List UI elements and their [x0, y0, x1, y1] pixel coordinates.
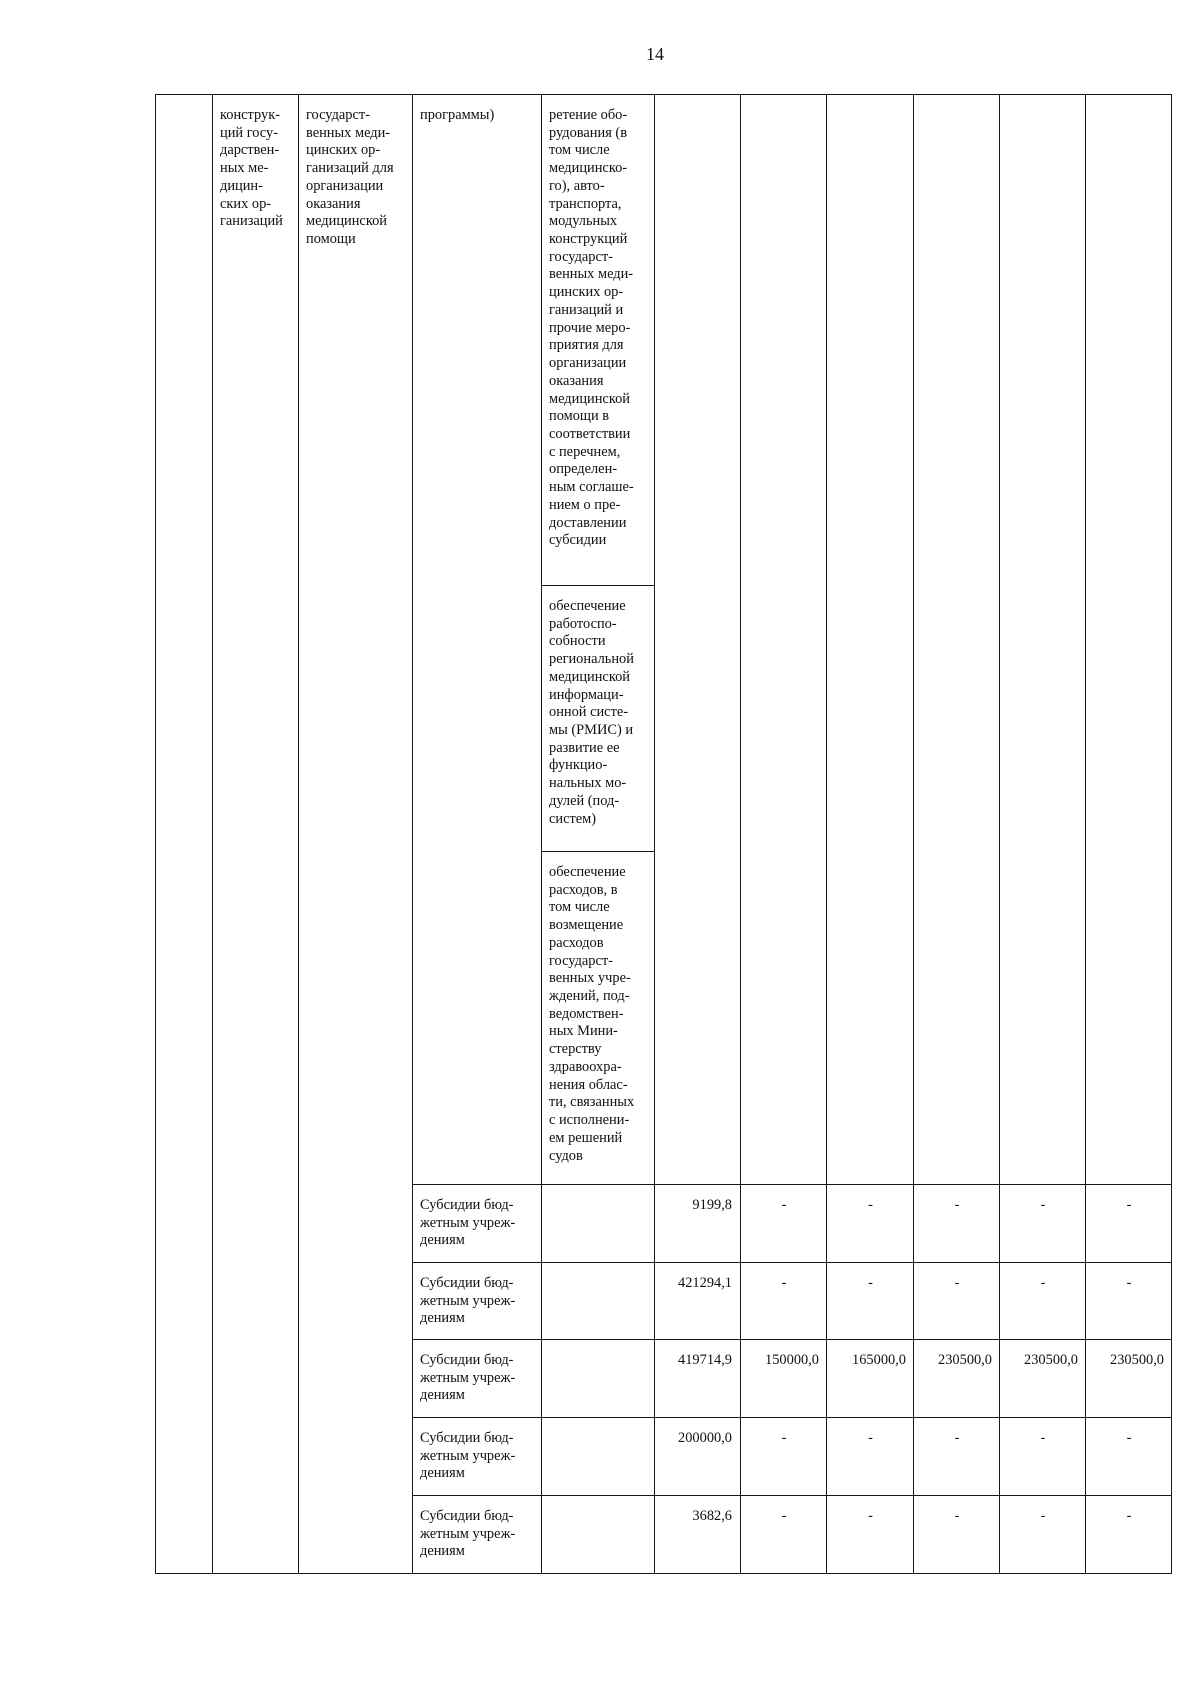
year-value: - — [914, 1185, 1000, 1263]
total-value: 3682,6 — [655, 1496, 741, 1574]
subsidy-label: Субсидии бюд- жетным учреж- дениям — [413, 1263, 542, 1340]
empty-value-cell — [741, 95, 827, 1185]
year-value: - — [914, 1263, 1000, 1340]
year-value: - — [914, 1496, 1000, 1574]
purpose-cell-equipment: ретение обо- рудования (в том числе медицинско- го), авто- транспорта, модульных конструкций государст- венных меди- цинских ор- ганизаций и прочие меро- приятия для организации оказания медицинской помощи в соответствии с перечнем, определен- ным соглаше- нием о пре- доставлении субсидии — [542, 95, 655, 586]
year-value: - — [1000, 1418, 1086, 1496]
total-value: 421294,1 — [655, 1263, 741, 1340]
year-value: - — [827, 1263, 914, 1340]
empty-cell — [542, 1340, 655, 1418]
total-value: 200000,0 — [655, 1418, 741, 1496]
year-value: 165000,0 — [827, 1340, 914, 1418]
empty-value-cell — [914, 95, 1000, 1185]
subsidy-label: Субсидии бюд- жетным учреж- дениям — [413, 1418, 542, 1496]
page-number: 14 — [646, 44, 664, 64]
year-value: - — [827, 1418, 914, 1496]
year-value: 230500,0 — [914, 1340, 1000, 1418]
year-value: - — [1000, 1496, 1086, 1574]
empty-cell — [542, 1418, 655, 1496]
empty-cell — [542, 1263, 655, 1340]
empty-value-cell — [827, 95, 914, 1185]
col-number-cell — [156, 95, 213, 1574]
year-value: - — [827, 1496, 914, 1574]
program-cell: программы) — [413, 95, 542, 1185]
subsidy-label: Субсидии бюд- жетным учреж- дениям — [413, 1185, 542, 1263]
purpose-cell-rmis: обеспечение работоспо- собности региональной медицинской информаци- онной систе- мы (РМИС) и развитие ее функцио- нальных мо- дулей (под- систем) — [542, 586, 655, 852]
purpose-cell-court-decisions: обеспечение расходов, в том числе возмещение расходов государст- венных учре- ждений, под- ведомствен- ных Мини- стерству здравоохра- нения облас- ти, связанных с исполнени- ем решений судов — [542, 852, 655, 1185]
year-value: - — [1000, 1185, 1086, 1263]
total-value: 419714,9 — [655, 1340, 741, 1418]
empty-cell — [542, 1496, 655, 1574]
empty-value-cell — [1000, 95, 1086, 1185]
year-value: - — [1086, 1263, 1172, 1340]
budget-table — [155, 94, 1172, 1574]
measure-cell: конструк- ций госу- дарствен- ных ме- дицин- ских ор- ганизаций — [213, 95, 299, 1574]
total-value: 9199,8 — [655, 1185, 741, 1263]
subsidy-label: Субсидии бюд- жетным учреж- дениям — [413, 1340, 542, 1418]
year-value: - — [741, 1496, 827, 1574]
year-value: - — [1086, 1418, 1172, 1496]
year-value: - — [741, 1263, 827, 1340]
year-value: - — [827, 1185, 914, 1263]
empty-cell — [542, 1185, 655, 1263]
year-value: - — [1000, 1263, 1086, 1340]
year-value: - — [741, 1185, 827, 1263]
year-value: - — [1086, 1185, 1172, 1263]
year-value: 230500,0 — [1086, 1340, 1172, 1418]
year-value: - — [914, 1418, 1000, 1496]
subsidy-label: Субсидии бюд- жетным учреж- дениям — [413, 1496, 542, 1574]
direction-cell: государст- венных меди- цинских ор- ганизаций для организации оказания медицинской помощи — [299, 95, 413, 1574]
empty-value-cell — [1086, 95, 1172, 1185]
year-value: 230500,0 — [1000, 1340, 1086, 1418]
empty-value-cell — [655, 95, 741, 1185]
year-value: - — [741, 1418, 827, 1496]
year-value: 150000,0 — [741, 1340, 827, 1418]
year-value: - — [1086, 1496, 1172, 1574]
